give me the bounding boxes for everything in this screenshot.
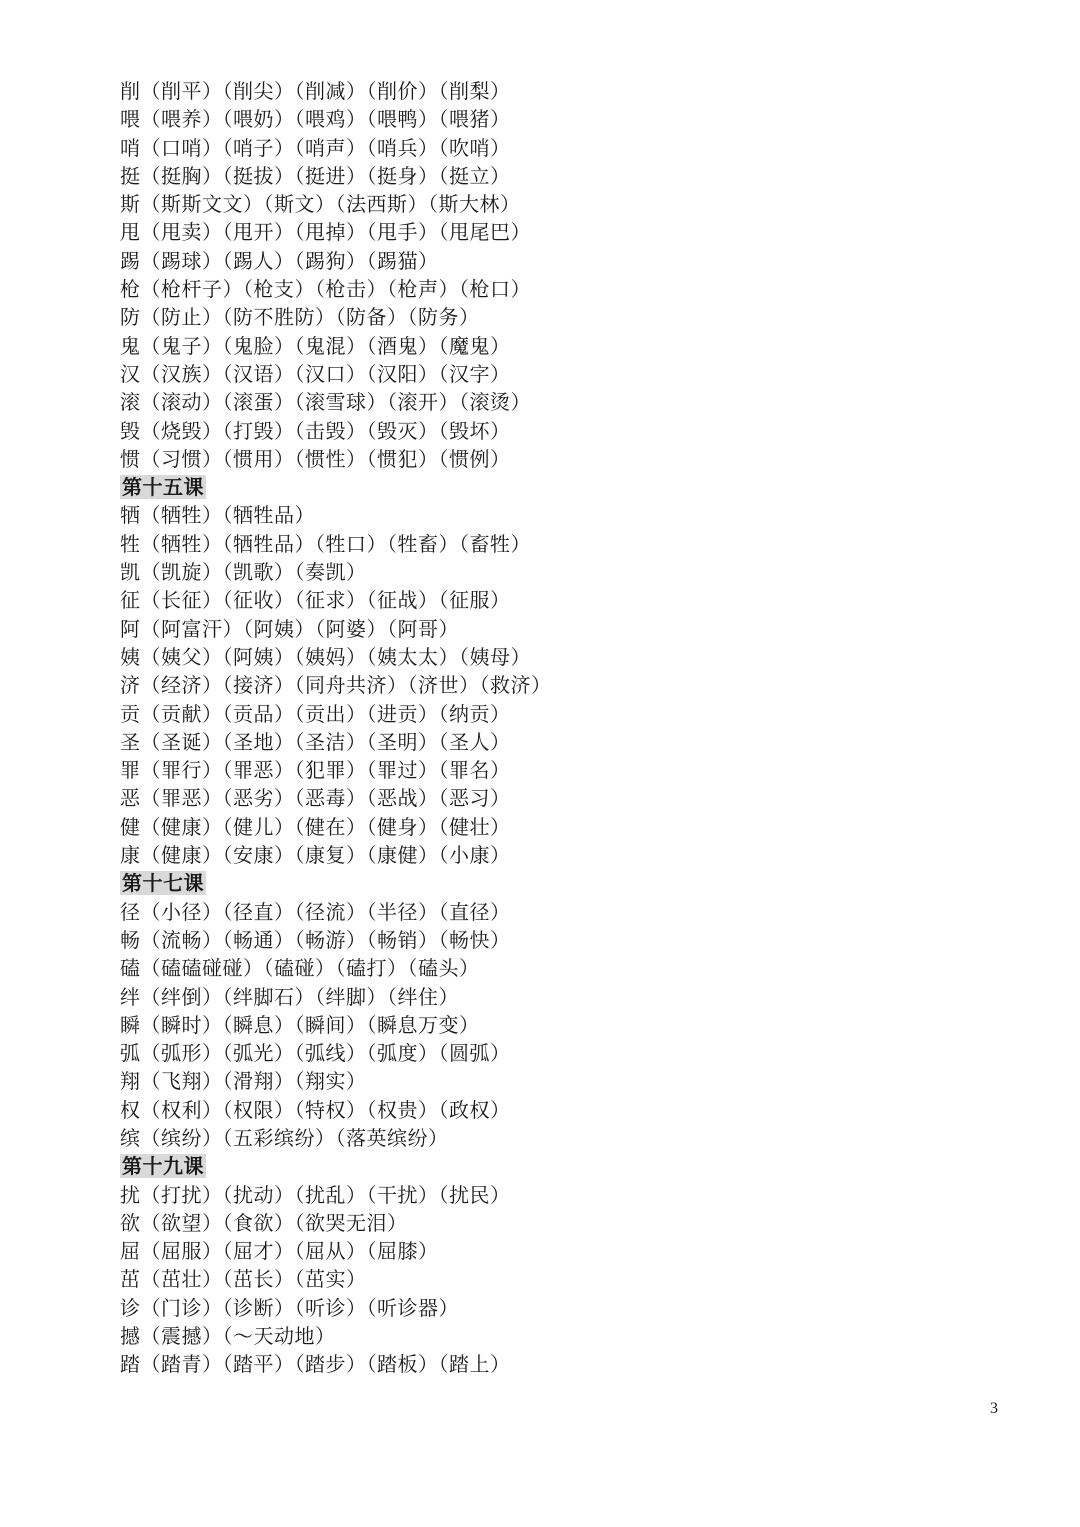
vocab-entry-text: 防（防止）（防不胜防）（防备）（防务） bbox=[120, 305, 480, 330]
lesson-heading-text: 第十五课 bbox=[122, 475, 204, 500]
vocab-entry-text: 畅（流畅）（畅通）（畅游）（畅销）（畅快） bbox=[120, 927, 511, 952]
vocab-entry-text: 撼（震撼）（～天动地） bbox=[120, 1324, 336, 1349]
vocab-entry bbox=[120, 1322, 1020, 1350]
vocab-entry-text: 绊（绊倒）（绊脚石）（绊脚）（绊住） bbox=[120, 984, 459, 1009]
vocab-entry bbox=[120, 162, 1020, 190]
vocab-entry bbox=[120, 1039, 1020, 1067]
vocab-entry bbox=[120, 303, 1020, 331]
document-body bbox=[120, 77, 1020, 1379]
vocab-entry-text: 滚（滚动）（滚蛋）（滚雪球）（滚开）（滚烫） bbox=[120, 390, 531, 415]
vocab-entry bbox=[120, 671, 1020, 699]
vocab-entry-text: 毁（烧毁）（打毁）（击毁）（毁灭）（毁坏） bbox=[120, 418, 511, 443]
lesson-heading-text: 第十七课 bbox=[122, 871, 204, 896]
vocab-entry bbox=[120, 983, 1020, 1011]
vocab-entry-text: 惯（习惯）（惯用）（惯性）（惯犯）（惯例） bbox=[120, 446, 511, 471]
vocab-entry-text: 凯（凯旋）（凯歌）（奏凯） bbox=[120, 560, 367, 585]
vocab-entry bbox=[120, 1294, 1020, 1322]
vocab-entry bbox=[120, 190, 1020, 218]
vocab-entry-text: 喂（喂养）（喂奶）（喂鸡）（喂鸭）（喂猪） bbox=[120, 107, 511, 132]
vocab-entry-text: 圣（圣诞）（圣地）（圣洁）（圣明）（圣人） bbox=[120, 729, 511, 754]
vocab-entry-text: 翔（飞翔）（滑翔）（翔实） bbox=[120, 1069, 367, 1094]
vocab-entry bbox=[120, 218, 1020, 246]
vocab-entry bbox=[120, 332, 1020, 360]
vocab-entry bbox=[120, 1096, 1020, 1124]
vocab-entry bbox=[120, 1350, 1020, 1378]
vocab-entry bbox=[120, 1011, 1020, 1039]
vocab-entry bbox=[120, 756, 1020, 784]
vocab-entry-text: 踢（踢球）（踢人）（踢狗）（踢猫） bbox=[120, 248, 439, 273]
vocab-entry bbox=[120, 134, 1020, 162]
vocab-entry-text: 罪（罪行）（罪恶）（犯罪）（罪过）（罪名） bbox=[120, 758, 511, 783]
vocab-entry-text: 茁（茁壮）（茁长）（茁实） bbox=[120, 1267, 367, 1292]
vocab-entry-text: 汉（汉族）（汉语）（汉口）（汉阳）（汉字） bbox=[120, 361, 511, 386]
vocab-entry-text: 牲（牺牲）（牺牲品）（牲口）（牲畜）（畜牲） bbox=[120, 531, 531, 556]
vocab-entry bbox=[120, 700, 1020, 728]
vocab-entry bbox=[120, 898, 1020, 926]
vocab-entry bbox=[120, 388, 1020, 416]
vocab-entry bbox=[120, 615, 1020, 643]
vocab-entry-text: 枪（枪杆子）（枪支）（枪击）（枪声）（枪口） bbox=[120, 277, 531, 302]
vocab-entry bbox=[120, 501, 1020, 529]
vocab-entry-text: 贡（贡献）（贡品）（贡出）（进贡）（纳贡） bbox=[120, 701, 511, 726]
vocab-entry bbox=[120, 586, 1020, 614]
vocab-entry bbox=[120, 360, 1020, 388]
vocab-entry bbox=[120, 1237, 1020, 1265]
vocab-entry-text: 健（健康）（健儿）（健在）（健身）（健壮） bbox=[120, 814, 511, 839]
vocab-entry bbox=[120, 1265, 1020, 1293]
vocab-entry-text: 削（削平）（削尖）（削减）（削价）（削梨） bbox=[120, 79, 511, 103]
vocab-entry-text: 哨（口哨）（哨子）（哨声）（哨兵）（吹哨） bbox=[120, 135, 511, 160]
vocab-entry bbox=[120, 445, 1020, 473]
vocab-entry-text: 斯（斯斯文文）（斯文）（法西斯）（斯大林） bbox=[120, 192, 521, 217]
vocab-entry-text: 权（权利）（权限）（特权）（权贵）（政权） bbox=[120, 1097, 511, 1122]
vocab-entry bbox=[120, 1209, 1020, 1237]
vocab-entry bbox=[120, 105, 1020, 133]
vocab-entry-text: 扰（打扰）（扰动）（扰乱）（干扰）（扰民） bbox=[120, 1182, 511, 1207]
vocab-entry bbox=[120, 1067, 1020, 1095]
vocab-entry bbox=[120, 1181, 1020, 1209]
vocab-entry-text: 鬼（鬼子）（鬼脸）（鬼混）（酒鬼）（魔鬼） bbox=[120, 333, 511, 358]
vocab-entry-text: 济（经济）（接济）（同舟共济）（济世）（救济） bbox=[120, 673, 552, 698]
vocab-entry bbox=[120, 841, 1020, 869]
vocab-entry bbox=[120, 813, 1020, 841]
vocab-entry bbox=[120, 1124, 1020, 1152]
vocab-entry-text: 磕（磕磕碰碰）（磕碰）（磕打）（磕头） bbox=[120, 956, 480, 981]
vocab-entry-text: 弧（弧形）（弧光）（弧线）（弧度）（圆弧） bbox=[120, 1041, 511, 1066]
vocab-entry-text: 阿（阿富汗）（阿姨）（阿婆）（阿哥） bbox=[120, 616, 459, 641]
vocab-entry-text: 诊（门诊）（诊断）（听诊）（听诊器） bbox=[120, 1295, 459, 1320]
vocab-entry bbox=[120, 530, 1020, 558]
page-number: 3 bbox=[990, 1400, 998, 1417]
lesson-heading bbox=[120, 1152, 1020, 1180]
vocab-entry-text: 缤（缤纷）（五彩缤纷）（落英缤纷） bbox=[120, 1125, 449, 1150]
vocab-entry bbox=[120, 926, 1020, 954]
vocab-entry bbox=[120, 275, 1020, 303]
vocab-entry-text: 径（小径）（径直）（径流）（半径）（直径） bbox=[120, 899, 511, 924]
vocab-entry-text: 姨（姨父）（阿姨）（姨妈）（姨太太）（姨母） bbox=[120, 644, 531, 669]
vocab-entry-text: 牺（牺牲）（牺牲品） bbox=[120, 503, 315, 528]
vocab-entry bbox=[120, 417, 1020, 445]
vocab-entry-text: 踏（踏青）（踏平）（踏步）（踏板）（踏上） bbox=[120, 1352, 511, 1377]
vocab-entry-text: 欲（欲望）（食欲）（欲哭无泪） bbox=[120, 1210, 408, 1235]
vocab-entry bbox=[120, 954, 1020, 982]
lesson-heading-text: 第十九课 bbox=[122, 1154, 204, 1179]
vocab-entry bbox=[120, 643, 1020, 671]
vocab-entry bbox=[120, 77, 1020, 105]
vocab-entry bbox=[120, 247, 1020, 275]
lesson-heading bbox=[120, 869, 1020, 897]
vocab-entry-text: 瞬（瞬时）（瞬息）（瞬间）（瞬息万变） bbox=[120, 1012, 480, 1037]
vocab-entry-text: 甩（甩卖）（甩开）（甩掉）（甩手）（甩尾巴） bbox=[120, 220, 531, 245]
lesson-heading bbox=[120, 473, 1020, 501]
vocab-entry bbox=[120, 558, 1020, 586]
vocab-entry-text: 征（长征）（征收）（征求）（征战）（征服） bbox=[120, 588, 511, 613]
vocab-entry-text: 挺（挺胸）（挺拔）（挺进）（挺身）（挺立） bbox=[120, 163, 511, 188]
vocab-entry-text: 恶（罪恶）（恶劣）（恶毒）（恶战）（恶习） bbox=[120, 786, 511, 811]
vocab-entry bbox=[120, 784, 1020, 812]
vocab-entry bbox=[120, 728, 1020, 756]
vocab-entry-text: 康（健康）（安康）（康复）（康健）（小康） bbox=[120, 843, 511, 868]
vocab-entry-text: 屈（屈服）（屈才）（屈从）（屈膝） bbox=[120, 1239, 439, 1264]
